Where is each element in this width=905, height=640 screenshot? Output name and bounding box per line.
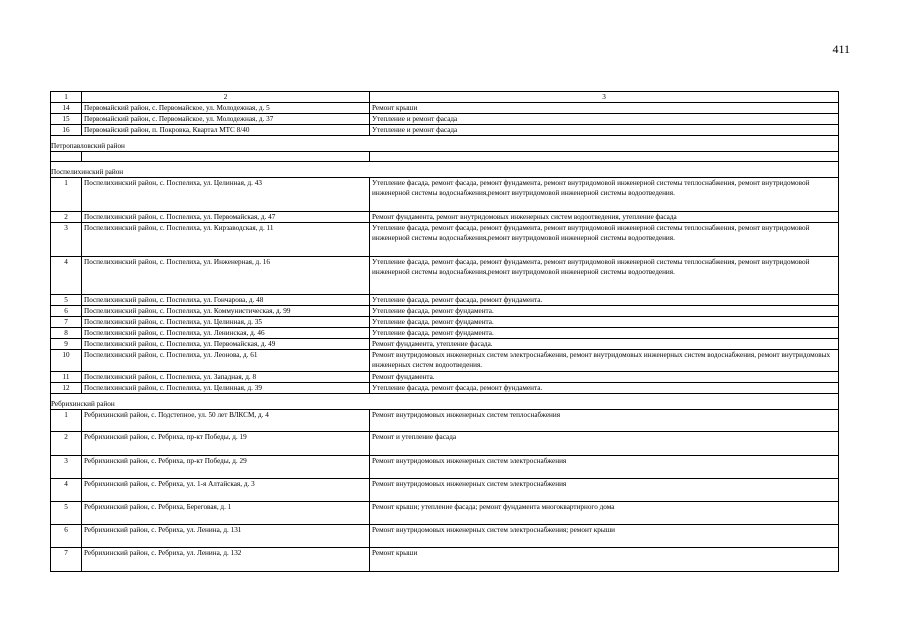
row-number: 7 [51, 548, 82, 572]
work-cell: Утепление фасада, ремонт фасада, ремонт фундамента, ремонт внутридомовой инженерной системы теплоснабжения, ремонт внутридомовой инженерной системы водоснабжения,ремонт внутридомовой инженерной системы водоотведения. [370, 223, 839, 257]
work-cell: Ремонт внутридомовых инженерных систем электроснабжения [370, 456, 839, 479]
address-cell: Ребрихинский район, с. Ребриха, пр-кт Победы, д. 19 [82, 432, 370, 456]
repair-schedule-table [50, 91, 839, 572]
table-row [51, 479, 839, 502]
table-row [51, 317, 839, 328]
work-cell: Ремонт фундамента, ремонт внутридомовых инженерных систем водоотведения, утепление фасада [370, 212, 839, 223]
row-number: 7 [51, 317, 82, 328]
work-cell: Ремонт внутридомовых инженерных систем электроснабжения; ремонт крыши [370, 525, 839, 548]
address-cell: Ребрихинский район, с. Подстепное, ул. 50 лет ВЛКСМ, д. 4 [82, 410, 370, 432]
address-cell: Ребрихинский район, с. Ребриха, ул. Ленина, д. 132 [82, 548, 370, 572]
table-row [51, 212, 839, 223]
row-number: 1 [51, 178, 82, 212]
row-number: 2 [51, 432, 82, 456]
work-cell: Утепление и ремонт фасада [370, 125, 839, 136]
address-cell: Первомайский район, с. Первомайское, ул. Молодежная, д. 5 [82, 103, 370, 114]
work-cell: Утепление фасада, ремонт фундамента. [370, 306, 839, 317]
table-row [51, 502, 839, 525]
row-number: 5 [51, 295, 82, 306]
row-number: 15 [51, 114, 82, 125]
work-cell: Ремонт крыши [370, 103, 839, 114]
address-cell: Поспелихинский район, с. Поспелиха, ул. Целинная, д. 43 [82, 178, 370, 212]
column-number-1: 1 [51, 92, 82, 103]
empty-cell [51, 152, 82, 162]
table-row [51, 178, 839, 212]
district-name: Поспелихинский район [51, 162, 839, 178]
work-cell: Утепление и ремонт фасада [370, 114, 839, 125]
row-number: 3 [51, 456, 82, 479]
address-cell: Поспелихинский район, с. Поспелиха, ул. Целинная, д. 39 [82, 383, 370, 394]
address-cell: Ребрихинский район, с. Ребриха, ул. 1-я Алтайская, д. 3 [82, 479, 370, 502]
address-cell: Поспелихинский район, с. Поспелиха, ул. Первомайская, д. 49 [82, 339, 370, 350]
row-number: 6 [51, 525, 82, 548]
address-cell: Ребрихинский район, с. Ребриха, Береговая, д. 1 [82, 502, 370, 525]
district-header-row [51, 162, 839, 178]
table-row [51, 525, 839, 548]
work-cell: Утепление фасада, ремонт фасада, ремонт фундамента, ремонт внутридомовой инженерной системы теплоснабжения, ремонт внутридомовой инженерной системы водоснабжения,ремонт внутридомовой инженерной системы водоотведения. [370, 257, 839, 295]
table-row [51, 383, 839, 394]
address-cell: Поспелихинский район, с. Поспелиха, ул. Западная, д. 8 [82, 372, 370, 383]
work-cell: Ремонт крыши; утепление фасада; ремонт фундамента многоквартирного дома [370, 502, 839, 525]
district-name: Ребрихинский район [51, 394, 839, 410]
table-row [51, 295, 839, 306]
row-number: 2 [51, 212, 82, 223]
row-number: 5 [51, 502, 82, 525]
table-row [51, 103, 839, 114]
row-number: 1 [51, 410, 82, 432]
table-row [51, 125, 839, 136]
table-row [51, 548, 839, 572]
row-number: 9 [51, 339, 82, 350]
column-number-header-row [51, 92, 839, 103]
address-cell: Поспелихинский район, с. Поспелиха, ул. Леонова, д. 61 [82, 350, 370, 372]
address-cell: Поспелихинский район, с. Поспелиха, ул. Первомайская, д. 47 [82, 212, 370, 223]
row-number: 4 [51, 257, 82, 295]
address-cell: Поспелихинский район, с. Поспелиха, ул. Целинная, д. 35 [82, 317, 370, 328]
table-row [51, 223, 839, 257]
district-header-row [51, 394, 839, 410]
district-name: Петропавловский район [51, 136, 839, 152]
table-row [51, 339, 839, 350]
work-cell: Ремонт внутридомовых инженерных систем электроснабжения, ремонт внутридомовых инженерных систем водоснабжения, ремонт внутридомовых инженерных систем водоотведения. [370, 350, 839, 372]
work-cell: Утепление фасада, ремонт фасада, ремонт фундамента. [370, 383, 839, 394]
table-row [51, 372, 839, 383]
address-cell: Поспелихинский район, с. Поспелиха, ул. Коммунистическая, д. 99 [82, 306, 370, 317]
row-number: 16 [51, 125, 82, 136]
table-row [51, 257, 839, 295]
work-cell: Ремонт внутридомовых инженерных систем теплоснабжения [370, 410, 839, 432]
address-cell: Ребрихинский район, с. Ребриха, ул. Ленина, д. 131 [82, 525, 370, 548]
row-number: 6 [51, 306, 82, 317]
work-cell: Ремонт фундамента, утепление фасада. [370, 339, 839, 350]
work-cell: Ремонт фундамента. [370, 372, 839, 383]
row-number: 10 [51, 350, 82, 372]
work-cell: Утепление фасада, ремонт фасада, ремонт фундамента. [370, 295, 839, 306]
row-number: 8 [51, 328, 82, 339]
work-cell: Утепление фасада, ремонт фундамента. [370, 317, 839, 328]
address-cell: Поспелихинский район, с. Поспелиха, ул. Инженерная, д. 16 [82, 257, 370, 295]
address-cell: Первомайский район, с. Первомайское, ул. Молодежная, д. 37 [82, 114, 370, 125]
work-cell: Ремонт и утепление фасада [370, 432, 839, 456]
row-number: 11 [51, 372, 82, 383]
work-cell: Ремонт внутридомовых инженерных систем электроснабжения [370, 479, 839, 502]
column-number-2: 2 [82, 92, 370, 103]
table-row [51, 410, 839, 432]
empty-row [51, 152, 839, 162]
address-cell: Поспелихинский район, с. Поспелиха, ул. Кирзаводская, д. 11 [82, 223, 370, 257]
work-cell: Утепление фасада, ремонт фасада, ремонт фундамента, ремонт внутридомовой инженерной системы теплоснабжения, ремонт внутридомовой инженерной системы водоснабжения,ремонт внутридомовой инженерной системы водоотведения. [370, 178, 839, 212]
table-row [51, 114, 839, 125]
table-row [51, 306, 839, 317]
table-row [51, 328, 839, 339]
table-row [51, 432, 839, 456]
district-header-row [51, 136, 839, 152]
address-cell: Поспелихинский район, с. Поспелиха, ул. Гончарова, д. 48 [82, 295, 370, 306]
row-number: 3 [51, 223, 82, 257]
page-number: 411 [832, 42, 850, 56]
address-cell: Поспелихинский район, с. Поспелиха, ул. Ленинская, д. 46 [82, 328, 370, 339]
row-number: 14 [51, 103, 82, 114]
table-body [51, 92, 839, 572]
work-cell: Утепление фасада, ремонт фундамента. [370, 328, 839, 339]
work-cell: Ремонт крыши [370, 548, 839, 572]
row-number: 12 [51, 383, 82, 394]
address-cell: Ребрихинский район, с. Ребриха, пр-кт Победы, д. 29 [82, 456, 370, 479]
empty-cell [370, 152, 839, 162]
row-number: 4 [51, 479, 82, 502]
column-number-3: 3 [370, 92, 839, 103]
table-row [51, 350, 839, 372]
table-row [51, 456, 839, 479]
address-cell: Первомайский район, п. Покровка, Квартал МТС 8/40 [82, 125, 370, 136]
empty-cell [82, 152, 370, 162]
